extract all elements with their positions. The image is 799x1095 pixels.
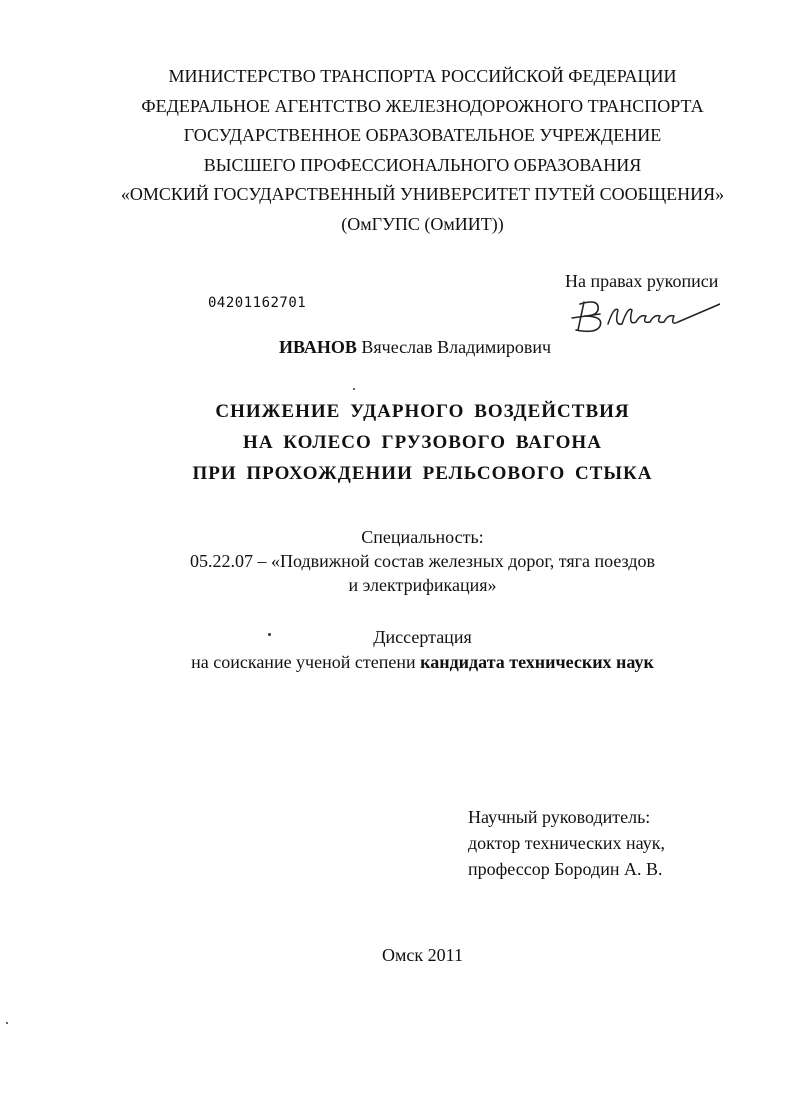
specialty-label: Специальность:: [361, 527, 484, 547]
degree-line: [0, 650, 799, 675]
header-line-institution-type: ГОСУДАРСТВЕННОЕ ОБРАЗОВАТЕЛЬНОЕ УЧРЕЖДЕНИЕ: [183, 125, 662, 145]
degree-name: кандидата технических наук: [420, 652, 654, 672]
author-surname: ИВАНОВ: [279, 337, 357, 357]
supervisor-block: [468, 804, 665, 882]
scan-speck: [353, 388, 355, 390]
header-line-agency: ФЕДЕРАЛЬНОЕ АГЕНТСТВО ЖЕЛЕЗНОДОРОЖНОГО ТРАНСПОРТА: [141, 95, 704, 116]
city-year: Омск 2011: [382, 945, 463, 965]
header-line-abbreviation: (ОмГУПС (ОмИИТ)): [341, 213, 504, 234]
document-number: 04201162701: [208, 295, 307, 311]
dissertation-title: [0, 396, 799, 489]
title-line-2: НА КОЛЕСО ГРУЗОВОГО ВАГОНА: [243, 432, 602, 453]
scan-speck: [268, 633, 271, 636]
specialty-block: [0, 525, 799, 597]
dissertation-block: [0, 625, 799, 675]
header-line-ministry: МИНИСТЕРСТВО ТРАНСПОРТА РОССИЙСКОЙ ФЕДЕРАЦИИ: [168, 66, 677, 86]
supervisor-name: профессор Бородин А. В.: [468, 859, 663, 879]
header-line-university: «ОМСКИЙ ГОСУДАРСТВЕННЫЙ УНИВЕРСИТЕТ ПУТЕЙ СООБЩЕНИЯ»: [120, 184, 725, 204]
title-line-1: СНИЖЕНИЕ УДАРНОГО ВОЗДЕЙСТВИЯ: [215, 401, 630, 422]
author-given-names: Вячеслав Владимирович: [361, 337, 552, 357]
supervisor-label: Научный руководитель:: [468, 807, 651, 827]
manuscript-rights-note: На правах рукописи: [565, 271, 719, 291]
degree-prefix: на соискание ученой степени: [191, 652, 421, 672]
specialty-code-line: 05.22.07 – «Подвижной состав железных дорог, тяга поездов: [190, 551, 655, 571]
specialty-continuation: и электрификация»: [348, 575, 497, 595]
header-line-education-level: ВЫСШЕГО ПРОФЕССИОНАЛЬНОГО ОБРАЗОВАНИЯ: [203, 154, 642, 175]
ministry-header: [0, 62, 799, 239]
dissertation-label: Диссертация: [373, 627, 472, 647]
author-name: [279, 337, 551, 358]
supervisor-degree: доктор технических наук,: [468, 833, 665, 853]
scan-speck: [6, 1022, 8, 1024]
handwritten-signature: [570, 296, 720, 338]
title-line-3: ПРИ ПРОХОЖДЕНИИ РЕЛЬСОВОГО СТЫКА: [192, 463, 653, 484]
